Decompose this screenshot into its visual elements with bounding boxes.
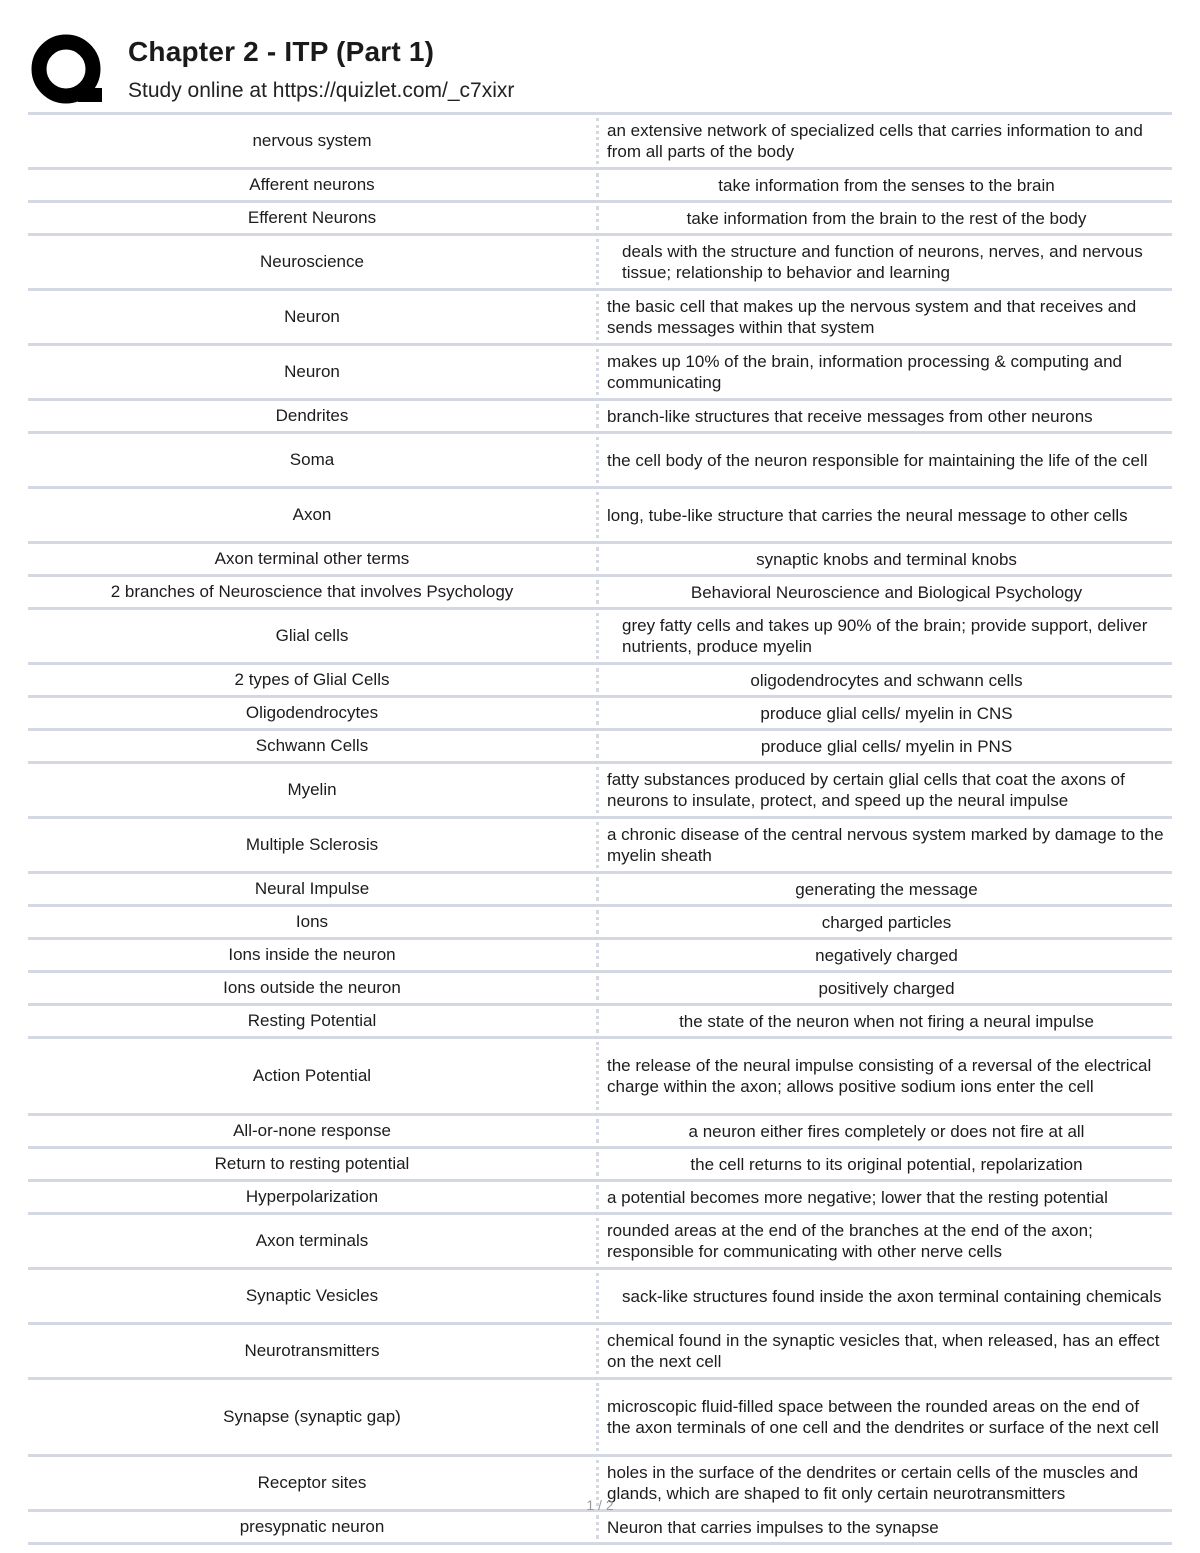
card-row — [28, 1215, 1172, 1270]
card-term: Oligodendrocytes — [245, 703, 379, 722]
card-definition: take information from the senses to the brain — [718, 175, 1055, 195]
card-definition: a neuron either fires completely or does not fire at all — [688, 1121, 1085, 1141]
card-term: All-or-none response — [233, 1121, 391, 1140]
card-row — [28, 874, 1172, 907]
card-term: 2 types of Glial Cells — [234, 670, 390, 689]
card-definition: the cell body of the neuron responsible for maintaining the life of the cell — [607, 450, 1148, 470]
card-term: Myelin — [287, 780, 337, 799]
card-term: Neuron — [284, 362, 340, 381]
card-row — [28, 346, 1172, 401]
card-row — [28, 1149, 1172, 1182]
card-definition: produce glial cells/ myelin in CNS — [760, 703, 1013, 723]
card-term: Multiple Sclerosis — [245, 835, 379, 854]
card-row — [28, 907, 1172, 940]
card-row — [28, 577, 1172, 610]
card-row — [28, 819, 1172, 874]
card-row — [28, 1116, 1172, 1149]
card-definition: holes in the surface of the dendrites or certain cells of the muscles and glands, which are shaped to fit only certain neurotransmitters — [607, 1463, 1139, 1503]
card-term: Axon — [292, 505, 332, 524]
card-definition: microscopic fluid-filled space between the rounded areas on the end of the axon terminals of one cell and the dendrites or surface of the next cell — [607, 1397, 1159, 1437]
card-definition: a chronic disease of the central nervous system marked by damage to the myelin sheath — [607, 825, 1164, 865]
card-definition: charged particles — [821, 912, 952, 932]
card-definition: generating the message — [795, 879, 978, 899]
card-definition: an extensive network of specialized cells that carries information to and from all parts of the body — [607, 121, 1143, 161]
card-term: presypnatic neuron — [239, 1517, 385, 1536]
card-term: Efferent Neurons — [247, 208, 377, 227]
card-term: Neurotransmitters — [244, 1341, 380, 1360]
card-term: Synaptic Vesicles — [245, 1286, 379, 1305]
card-definition: the release of the neural impulse consisting of a reversal of the electrical charge within the axon; allows positive sodium ions enter the cell — [607, 1056, 1152, 1096]
card-row — [28, 764, 1172, 819]
page-title: Chapter 2 - ITP (Part 1) — [128, 36, 435, 67]
card-row — [28, 401, 1172, 434]
card-row — [28, 698, 1172, 731]
card-row — [28, 973, 1172, 1006]
card-definition: Neuron that carries impulses to the synapse — [607, 1517, 939, 1537]
card-row — [28, 434, 1172, 489]
card-definition: makes up 10% of the brain, information processing & computing and communicating — [607, 352, 1123, 392]
card-term: Receptor sites — [257, 1473, 367, 1492]
card-definition: take information from the brain to the rest of the body — [686, 208, 1087, 228]
card-definition: the cell returns to its original potential, repolarization — [690, 1154, 1083, 1174]
card-row — [28, 291, 1172, 346]
card-term: Neural Impulse — [254, 879, 370, 898]
quizlet-q-icon — [30, 32, 106, 108]
card-row — [28, 610, 1172, 665]
card-row — [28, 1039, 1172, 1116]
card-row — [28, 203, 1172, 236]
card-definition: deals with the structure and function of neurons, nerves, and nervous tissue; relationship to behavior and learning — [622, 242, 1143, 282]
card-term: Axon terminal other terms — [214, 549, 410, 568]
card-row — [28, 1512, 1172, 1545]
card-term: Dendrites — [275, 406, 349, 425]
card-term: nervous system — [252, 131, 372, 150]
card-row — [28, 731, 1172, 764]
card-term: Ions — [295, 912, 329, 931]
card-definition: oligodendrocytes and schwann cells — [750, 670, 1023, 690]
card-term: Soma — [289, 450, 335, 469]
card-definition: long, tube-like structure that carries the neural message to other cells — [607, 505, 1128, 525]
card-term: Resting Potential — [247, 1011, 377, 1030]
card-definition: rounded areas at the end of the branches at the end of the axon; responsible for communicating with other nerve cells — [607, 1221, 1093, 1261]
card-definition: synaptic knobs and terminal knobs — [756, 549, 1017, 569]
card-definition: a potential becomes more negative; lower that the resting potential — [607, 1187, 1108, 1207]
card-row — [28, 115, 1172, 170]
card-row — [28, 1182, 1172, 1215]
card-row — [28, 236, 1172, 291]
card-row — [28, 1325, 1172, 1380]
page-number: 1 / 2 — [586, 1497, 614, 1513]
card-term: Neuron — [284, 307, 340, 326]
card-definition: sack-like structures found inside the axon terminal containing chemicals — [622, 1286, 1162, 1306]
card-term: Axon terminals — [255, 1231, 369, 1250]
card-term: Hyperpolarization — [245, 1187, 379, 1206]
card-row — [28, 1270, 1172, 1325]
card-definition: fatty substances produced by certain glial cells that coat the axons of neurons to insulate, protect, and speed up the neural impulse — [607, 770, 1125, 810]
card-definition: chemical found in the synaptic vesicles that, when released, has an effect on the next cell — [607, 1331, 1160, 1371]
study-link[interactable]: Study online at https://quizlet.com/_c7xixr — [128, 79, 515, 102]
card-term: Neuroscience — [260, 252, 364, 271]
card-row — [28, 1380, 1172, 1457]
card-term: 2 branches of Neuroscience that involves Psychology — [110, 582, 514, 601]
card-term: Action Potential — [252, 1066, 372, 1085]
card-term: Ions inside the neuron — [228, 945, 396, 964]
card-row — [28, 940, 1172, 973]
page-header — [30, 30, 1170, 110]
card-row — [28, 489, 1172, 544]
card-definition: Behavioral Neuroscience and Biological Psychology — [690, 582, 1083, 602]
card-definition: produce glial cells/ myelin in PNS — [760, 736, 1013, 756]
card-row — [28, 665, 1172, 698]
card-definition: branch-like structures that receive messages from other neurons — [607, 406, 1093, 426]
card-term: Glial cells — [275, 626, 349, 645]
card-term: Schwann Cells — [255, 736, 369, 755]
card-term: Ions outside the neuron — [223, 978, 401, 997]
card-row — [28, 544, 1172, 577]
card-definition: negatively charged — [815, 945, 958, 965]
card-term: Return to resting potential — [214, 1154, 410, 1173]
card-row — [28, 170, 1172, 203]
card-term: Afferent neurons — [249, 175, 375, 194]
flashcard-table — [28, 112, 1172, 1545]
card-definition: the basic cell that makes up the nervous system and that receives and sends messages within that system — [607, 297, 1137, 337]
card-definition: grey fatty cells and takes up 90% of the brain; provide support, deliver nutrients, produce myelin — [622, 616, 1148, 656]
card-definition: positively charged — [818, 978, 955, 998]
card-definition: the state of the neuron when not firing a neural impulse — [679, 1011, 1094, 1031]
card-term: Synapse (synaptic gap) — [223, 1407, 401, 1426]
card-row — [28, 1006, 1172, 1039]
